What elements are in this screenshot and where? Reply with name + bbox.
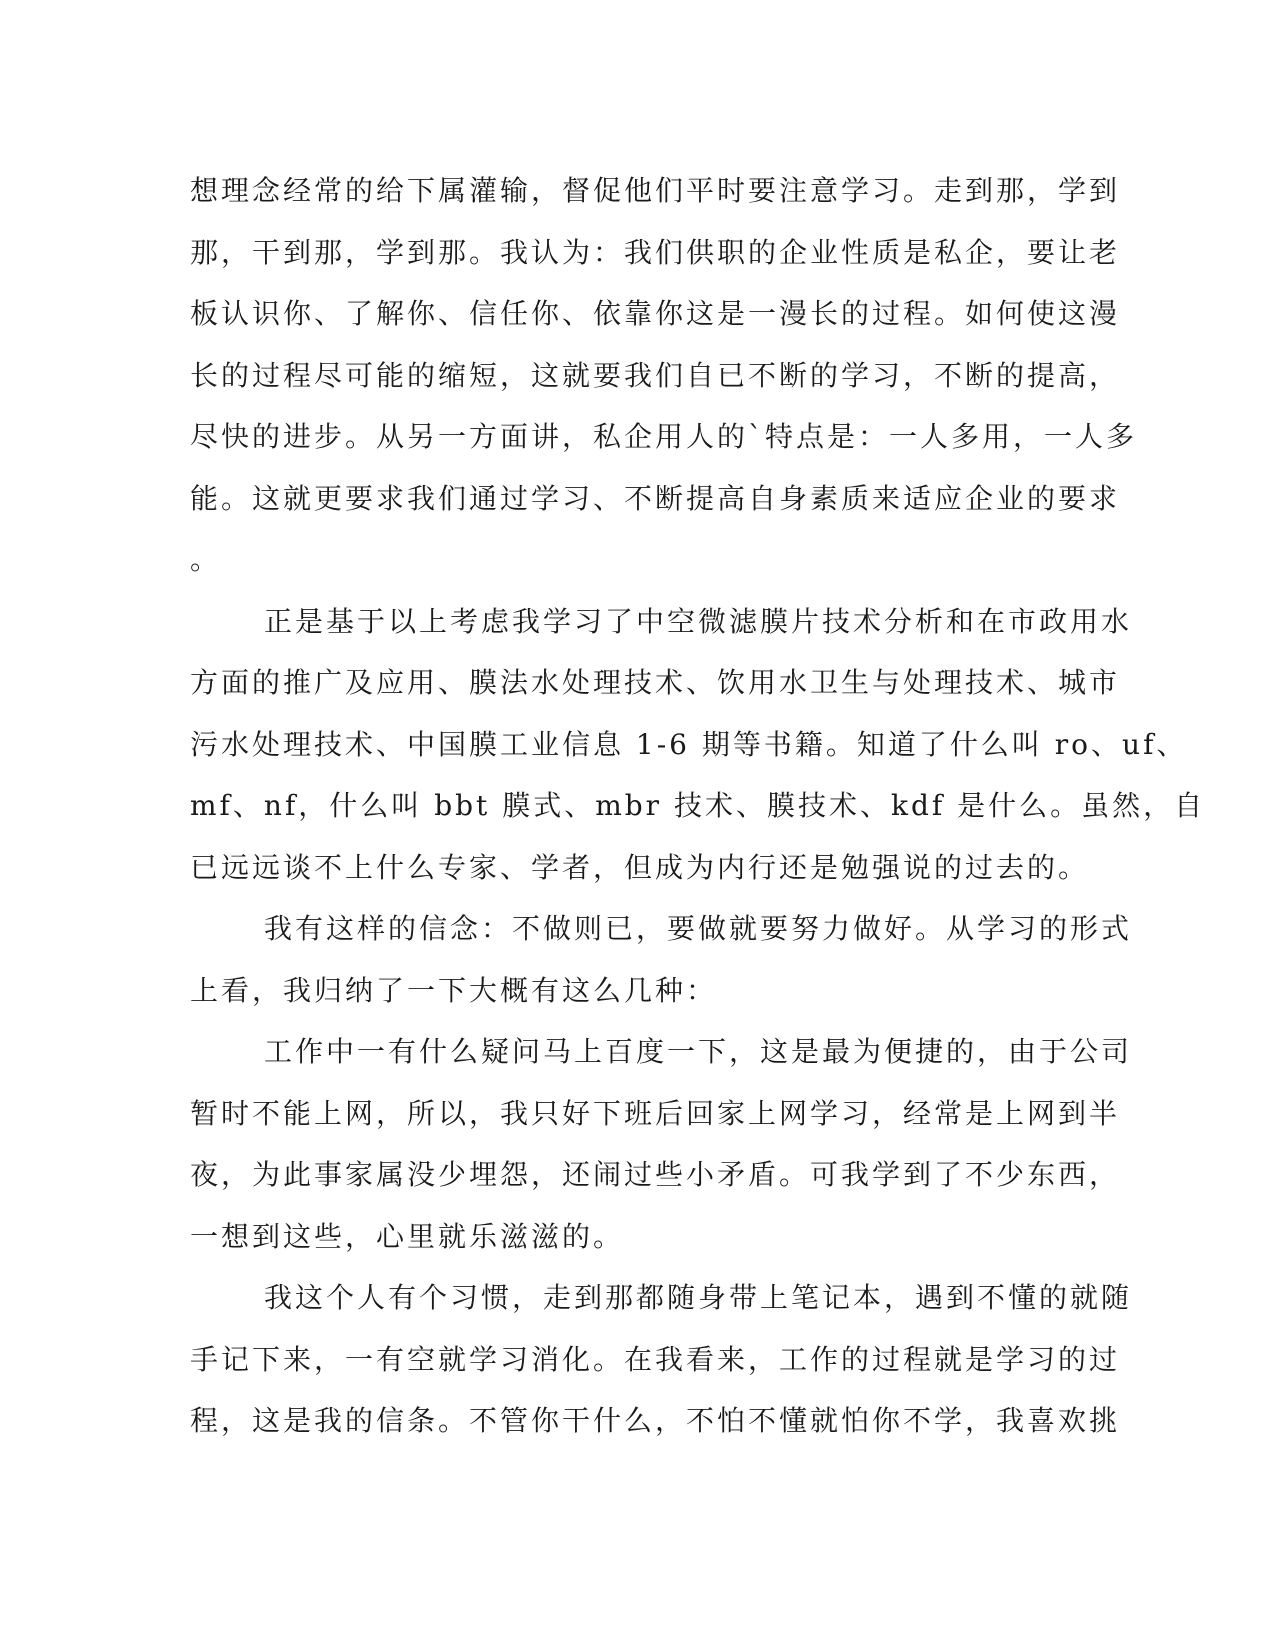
- text-line: 我这个人有个习惯，走到那都随身带上笔记本，遇到不懂的就随: [264, 1281, 1133, 1314]
- body-text: [190, 160, 1206, 1452]
- text-line: 方面的推广及应用、膜法水处理技术、饮用水卫生与处理技术、城市: [190, 666, 1121, 699]
- text-line: 污水处理技术、中国膜工业信息 1-6 期等书籍。知道了什么叫 ro、uf、: [190, 727, 1188, 761]
- text-line: mf、nf，什么叫 bbt 膜式、mbr 技术、膜技术、kdf 是什么。虽然，自: [190, 789, 1206, 822]
- text-line: 我有这样的信念：不做则已，要做就要努力做好。从学习的形式: [264, 912, 1133, 945]
- text-line: 程，这是我的信条。不管你干什么，不怕不懂就怕你不学，我喜欢挑: [190, 1404, 1121, 1437]
- text-line: 暂时不能上网，所以，我只好下班后回家上网学习，经常是上网到半: [190, 1096, 1121, 1130]
- text-line: 尽快的进步。从另一方面讲，私企用人的`特点是：一人多用，一人多: [190, 420, 1138, 453]
- text-line: 工作中一有什么疑问马上百度一下，这是最为便捷的，由于公司: [264, 1035, 1133, 1068]
- text-line: 。: [190, 543, 222, 576]
- text-line: 能。这就更要求我们通过学习、不断提高自身素质来适应企业的要求: [190, 481, 1121, 515]
- text-line: 已远远谈不上什么专家、学者，但成为内行还是勉强说的过去的。: [190, 850, 1090, 884]
- text-line: 那，干到那，学到那。我认为：我们供职的企业性质是私企，要让老: [190, 235, 1121, 269]
- text-line: 正是基于以上考虑我学习了中空微滤膜片技术分析和在市政用水: [264, 604, 1133, 638]
- text-line: 上看，我归纳了一下大概有这么几种：: [190, 973, 718, 1007]
- text-line: 手记下来，一有空就学习消化。在我看来，工作的过程就是学习的过: [190, 1342, 1121, 1376]
- text-line: 板认识你、了解你、信任你、依靠你这是一漫长的过程。如何使这漫: [190, 297, 1121, 330]
- text-line: 长的过程尽可能的缩短，这就要我们自已不断的学习，不断的提高，: [190, 358, 1121, 392]
- text-line: 想理念经常的给下属灌输，督促他们平时要注意学习。走到那，学到: [190, 174, 1121, 207]
- text-line: 一想到这些，心里就乐滋滋的。: [190, 1219, 625, 1253]
- text-line: 夜，为此事家属没少埋怨，还闹过些小矛盾。可我学到了不少东西，: [190, 1158, 1121, 1191]
